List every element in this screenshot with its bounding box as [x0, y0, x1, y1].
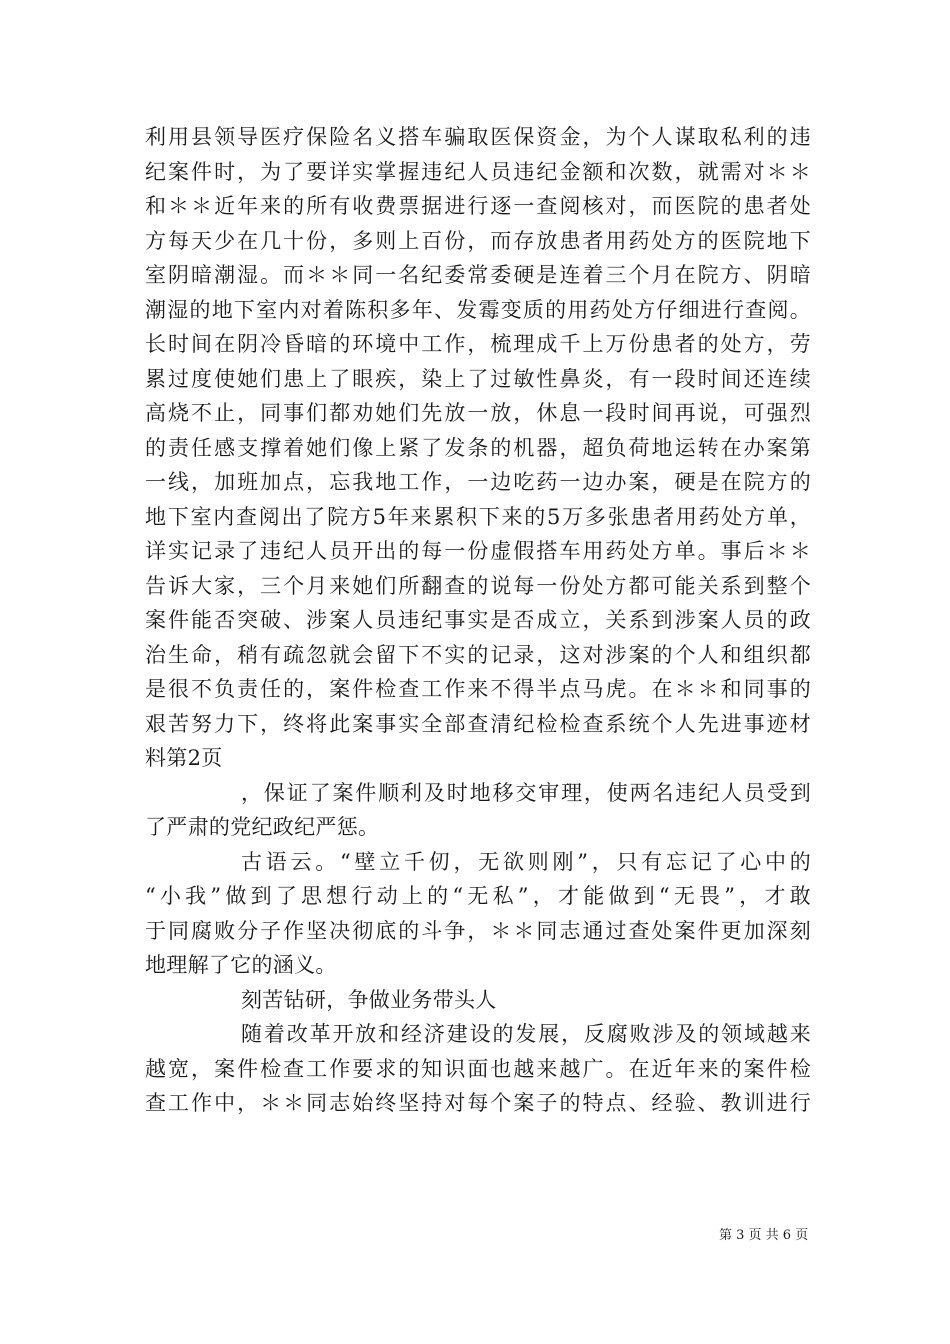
section-heading: 刻苦钻研，争做业务带头人: [241, 987, 497, 1012]
text-line: 随着改革开放和经济建设的发展，反腐败涉及的领域越来: [241, 1022, 811, 1046]
text-line: 长时间在阴冷昏暗的环境中工作，梳理成千上万份患者的处方，劳: [145, 332, 811, 356]
text-line: 案件能否突破、涉案人员违纪事实是否成立，关系到涉案人员的政: [145, 608, 811, 632]
text-line: 和＊＊近年来的所有收费票据进行逐一查阅核对，而医院的患者处: [145, 194, 811, 218]
text-line: 室阴暗潮湿。而＊＊同一名纪委常委硬是连着三个月在院方、阴暗: [145, 263, 811, 287]
text-line: 方每天少在几十份，多则上百份，而存放患者用药处方的医院地下: [145, 228, 811, 253]
text-line: 查工作中，＊＊同志始终坚持对每个案子的特点、经验、教训进行: [145, 1091, 811, 1115]
text-line: “小我”做到了思想行动上的“无私”，才能做到“无畏”，才敢: [145, 884, 811, 908]
text-line: 一线，加班加点，忘我地工作，一边吃药一边办案，硬是在院方的: [145, 470, 811, 494]
text-line: 地理解了它的涵义。: [145, 953, 337, 977]
page-number-footer: 第 3 页 共 6 页: [719, 1228, 809, 1243]
text-line: ，保证了案件顺利及时地移交审理，使两名违纪人员受到: [241, 780, 811, 805]
text-line: 治生命，稍有疏忽就会留下不实的记录，这对涉案的个人和组织都: [145, 642, 811, 667]
text-line: 越宽，案件检查工作要求的知识面也越来越广。在近年来的案件检: [145, 1056, 811, 1081]
text-line: 利用县领导医疗保险名义搭车骗取医保资金，为个人谋取私利的违: [145, 125, 811, 149]
text-line: 古语云。“壁立千仞，无欲则刚”，只有忘记了心中的: [241, 849, 811, 874]
text-line: 是很不负责任的，案件检查工作来不得半点马虎。在＊＊和同事的: [145, 677, 811, 701]
text-line: 累过度使她们患上了眼疾，染上了过敏性鼻炎，有一段时间还连续: [145, 366, 811, 391]
text-line: 的责任感支撑着她们像上紧了发条的机器，超负荷地运转在办案第: [145, 435, 811, 460]
text-line: 艰苦努力下，终将此案事实全部查清纪检检查系统个人先进事迹材: [145, 711, 811, 736]
text-line: 于同腐败分子作坚决彻底的斗争，＊＊同志通过查处案件更加深刻: [145, 918, 811, 943]
text-line: 潮湿的地下室内对着陈积多年、发霉变质的用药处方仔细进行查阅。: [145, 297, 811, 322]
text-line: 告诉大家，三个月来她们所翻查的说每一份处方都可能关系到整个: [145, 573, 811, 598]
text-line: 了严肃的党纪政纪严惩。: [145, 815, 380, 839]
text-line: 地下室内查阅出了院方5年来累积下来的5万多张患者用药处方单，: [145, 504, 811, 529]
document-body: [145, 120, 811, 1121]
text-line: 纪案件时，为了要详实掌握违纪人员违纪金额和次数，就需对＊＊: [145, 159, 811, 184]
text-line: 料第2页: [145, 746, 223, 770]
text-line: 详实记录了违纪人员开出的每一份虚假搭车用药处方单。事后＊＊: [145, 539, 811, 563]
text-line: 高烧不止，同事们都劝她们先放一放，休息一段时间再说，可强烈: [145, 401, 811, 425]
